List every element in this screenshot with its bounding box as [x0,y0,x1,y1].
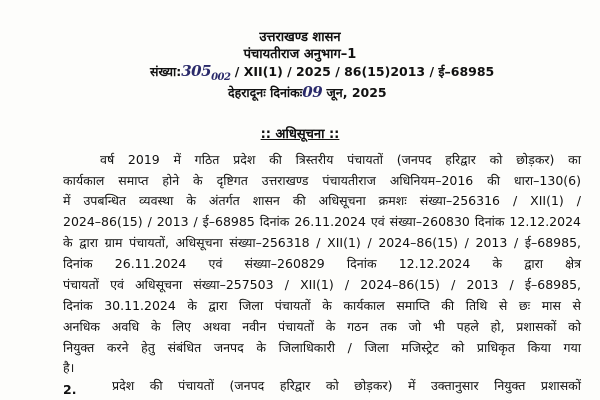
date-label: देहरादूनः दिनांकः [228,85,303,100]
department-name: पंचायतीराज अनुभाग–1 [243,47,357,62]
handwritten-number: $305_{002}$ [181,62,231,83]
date-rest: जून, 2025 [326,85,387,100]
para-line: प्रदेश की पंचायतों (जनपद हरिद्वार को छोड़कर) में उक्तानुसार नियुक्त प्रशासकों [112,378,581,393]
para-number: 2. [63,382,77,397]
number-label: संख्या: [150,64,182,79]
handwritten-date: 09 [302,83,323,101]
para-line: पंचायतों एवं अधिसूचना संख्या–257503 / XII(1) / 2024–86(15) / 2013 / ई–68985, [63,277,581,292]
number-rest: / XII(1) / 2025 / 86(15)2013 / ई–68985 [234,64,495,79]
para-line: है। [63,360,75,375]
para-line: के द्वारा ग्राम पंचायतों, अधिसूचना संख्या–256318 / XII(1) / 2024–86(15) / 2013 / ई–68985, [63,235,581,250]
para-line: में उपबन्धित व्यवस्था के अंतर्गत शासन की अधिसूचना क्रमशः संख्या–256316 / XII(1) / [63,193,581,208]
para-line: नियुक्त करने हेतु संबंधित जनपद के जिलाधिकारी / जिला मजिस्ट्रेट को प्राधिकृत किया गया [63,340,581,355]
para-line: दिनांक 26.11.2024 एवं संख्या–260829 दिनांक 12.12.2024 के द्वारा क्षेत्र [63,256,581,271]
para-line: 2024–86(15) / 2013 / ई–68985 दिनांक 26.11.2024 एवं संख्या–260830 दिनांक 12.12.2024 [63,214,581,229]
notification-title: :: अधिसूचना :: [260,127,340,142]
para-line: अनधिक अवधि के लिए अथवा नवीन पंचायतों के गठन तक जो भी पहले हो, प्रशासकों को [63,319,581,334]
para-line: कार्यकाल समाप्त होने के दृष्टिगत उत्तराखण्ड पंचायतीराज अधिनियम–2016 की धारा–130(6) [63,173,581,188]
place-date [228,84,387,101]
govt-name: उत्तराखण्ड शासन [259,30,341,45]
para-line: वर्ष 2019 में गठित प्रदेश की त्रिस्तरीय पंचायतों (जनपद हरिद्वार को छोड़कर) का [100,152,581,167]
para-line: दिनांक 30.11.2024 के द्वारा जिला पंचायतों के कार्यकाल समाप्ति की तिथि से छः मास से [63,298,581,313]
